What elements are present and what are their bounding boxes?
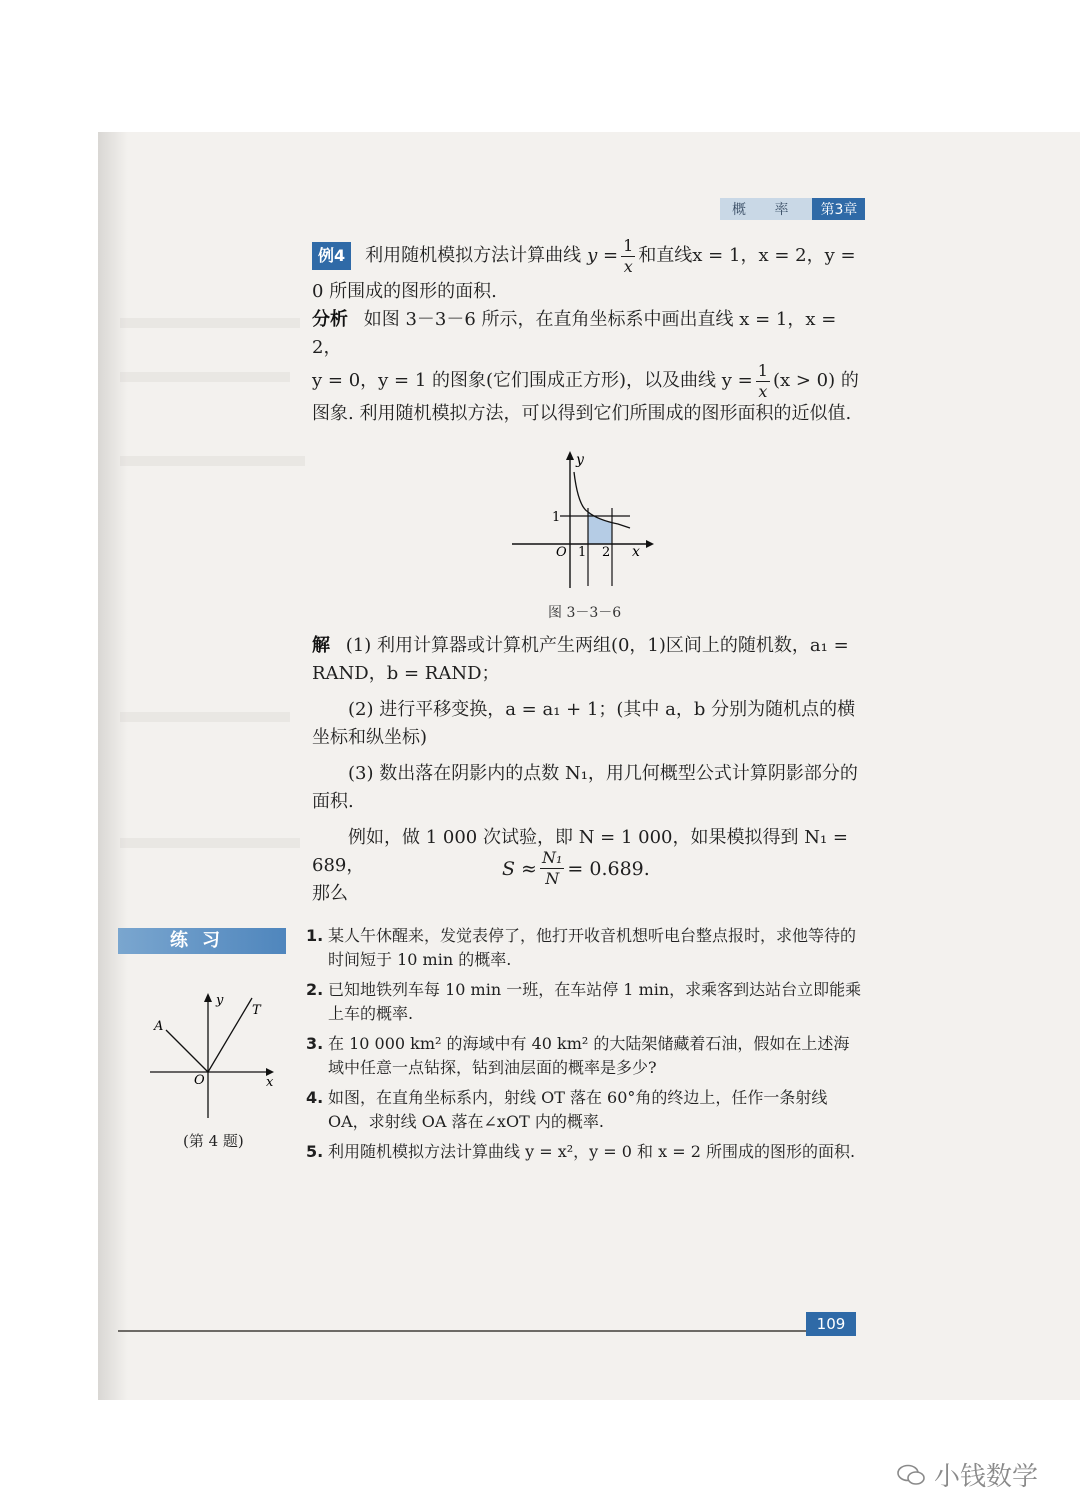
wechat-icon (896, 1464, 926, 1486)
fig4-label-a: A (154, 1019, 164, 1034)
solution-then: 那么 (312, 883, 348, 904)
fig-label-2x: 2 (602, 545, 611, 560)
chapter-label: 第3章 (812, 198, 865, 220)
practice-item-number: 3. (306, 1034, 324, 1053)
practice-list (306, 924, 862, 1170)
fig-label-origin: O (556, 545, 567, 560)
practice-item-text: 已知地铁列车每 10 min 一班，在车站停 1 min，求乘客到达站台立即能乘上车的概率. (328, 980, 862, 1023)
fig-label-1y: 1 (552, 510, 561, 525)
analysis-line-1 (312, 306, 860, 362)
formula-num: N₁ (541, 848, 563, 867)
analysis-text-2a: y = 0，y = 1 的图象(它们围成正方形)，以及曲线 y = (312, 370, 753, 391)
example-problem (312, 235, 860, 306)
chapter-title: 概 率 (720, 198, 812, 220)
practice-item-number: 2. (306, 980, 324, 999)
solution-step-2: (2) 进行平移变换，a = a₁ + 1；(其中 a，b 分别为随机点的横坐标和纵坐标) (312, 699, 856, 748)
frac-num: 1 (623, 235, 634, 255)
formula-rhs: = 0.689. (567, 857, 650, 880)
fig4-label-y: y (216, 993, 224, 1008)
practice-item-number: 1. (306, 926, 324, 945)
fig-label-x: x (632, 544, 640, 560)
problem-text-a: 利用随机模拟方法计算曲线 (365, 245, 582, 266)
watermark-text: 小钱数学 (934, 1462, 1039, 1492)
figure-exercise-4 (146, 990, 286, 1122)
practice-item (306, 1086, 862, 1134)
frac-den: x (758, 381, 768, 401)
formula-fraction (540, 850, 564, 887)
x-axis-arrow (646, 540, 654, 548)
formula-lhs: S ≈ (502, 857, 537, 880)
frac-num: 1 (757, 360, 768, 380)
figure-caption: 图 3－3－6 (548, 605, 622, 621)
analysis-label: 分析 (312, 309, 348, 330)
practice-item-text: 如图，在直角坐标系内，射线 OT 落在 60°角的终边上，任作一条射线 OA，求射线 OA 落在∠xOT 内的概率. (328, 1088, 828, 1131)
watermark (896, 1456, 1038, 1493)
practice-item (306, 1032, 862, 1080)
figure-3-3-6 (508, 448, 658, 593)
figure-4-caption: (第 4 题) (183, 1132, 244, 1150)
curve-1-over-x (574, 472, 630, 528)
practice-item-text: 某人午休醒来，发觉表停了，他打开收音机想听电台整点报时，求他等待的时间短于 10 min 的概率. (328, 926, 857, 969)
solution-step-1-text: (1) 利用计算器或计算机产生两组(0，1)区间上的随机数，a₁ = RAND，b = RAND； (312, 635, 849, 684)
analysis-section (312, 306, 860, 428)
practice-item-text: 在 10 000 km² 的海域中有 40 km² 的大陆架储藏着石油，假如在上述海域中任意一点钻探，钻到油层面的概率是多少? (328, 1034, 850, 1077)
example-line-1 (312, 235, 860, 276)
fig-label-y: y (576, 452, 584, 468)
fig4-label-x: x (266, 1075, 274, 1090)
shaded-region (588, 512, 612, 544)
bleed-through-text (120, 372, 290, 382)
bleed-through-text (120, 456, 305, 466)
formula-den: N (545, 869, 560, 888)
practice-banner: 练习 (118, 928, 286, 954)
practice-item-number: 4. (306, 1088, 324, 1107)
analysis-text-1: 如图 3－3－6 所示，在直角坐标系中画出直线 x = 1，x = 2， (312, 309, 837, 358)
problem-y: y = (587, 245, 619, 266)
practice-item-text: 利用随机模拟方法计算曲线 y = x²，y = 0 和 x = 2 所围成的图形的面积. (328, 1142, 856, 1161)
analysis-text-2b: (x > 0) 的 (772, 370, 859, 391)
problem-text-c: 0 所围成的图形的面积. (312, 281, 497, 302)
frac-den: x (623, 256, 633, 276)
ray-ot (208, 998, 252, 1072)
fig4-y-arrow (204, 993, 212, 1002)
bleed-through-text (120, 712, 290, 722)
footer-rule (118, 1330, 808, 1332)
result-formula (502, 850, 650, 887)
analysis-line-2 (312, 362, 860, 400)
fraction-1-over-x (621, 235, 635, 276)
y-axis-arrow (566, 451, 574, 460)
example-tag: 例4 (312, 242, 351, 270)
bleed-through-text (120, 838, 300, 848)
fraction-1-over-x (756, 360, 770, 401)
page-number: 109 (806, 1312, 856, 1336)
practice-item-number: 5. (306, 1142, 324, 1161)
solution-step-1 (312, 632, 860, 688)
chapter-header (720, 198, 865, 220)
bleed-through-text (120, 318, 300, 328)
analysis-text-3: 图象. 利用随机模拟方法，可以得到它们所围成的图形面积的近似值. (312, 403, 852, 424)
solution-step-3: (3) 数出落在阴影内的点数 N₁，用几何概型公式计算阴影部分的面积. (312, 763, 858, 812)
fig4-label-t: T (252, 1003, 261, 1018)
practice-item (306, 978, 862, 1026)
practice-item (306, 1140, 862, 1164)
practice-item (306, 924, 862, 972)
fig-label-1x: 1 (578, 545, 587, 560)
fig4-label-o: O (194, 1073, 205, 1088)
solution-label: 解 (312, 635, 330, 656)
problem-text-b: 和直线x = 1，x = 2，y = (638, 245, 856, 266)
ray-oa (166, 1030, 208, 1072)
solution-example-line: 例如，做 1 000 次试验，即 N = 1 000，如果模拟得到 N₁ = 689， (312, 827, 848, 876)
